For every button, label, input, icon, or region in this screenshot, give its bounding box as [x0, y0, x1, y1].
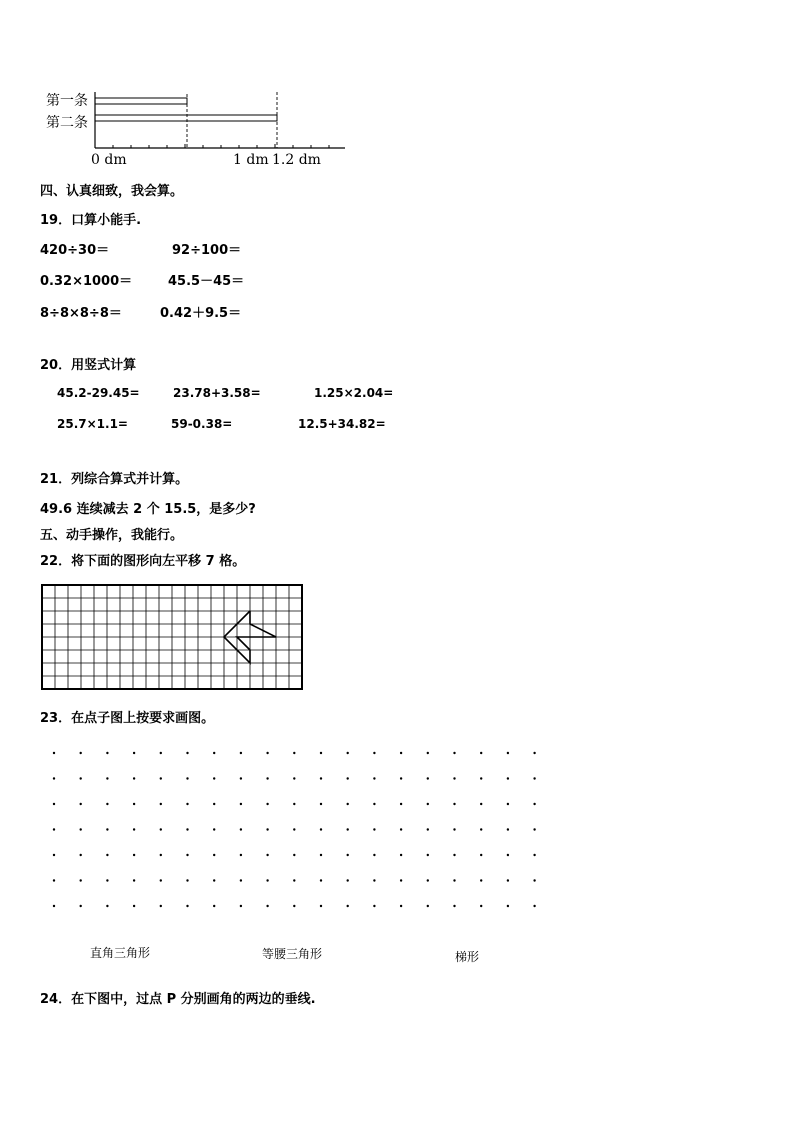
grid-dot — [80, 803, 82, 805]
grid-dot — [266, 854, 268, 856]
grid-dot — [53, 854, 55, 856]
ruler-tick-1: 1 dm — [233, 152, 269, 168]
grid-dot — [320, 828, 322, 830]
q20-title: 20．用竖式计算 — [40, 358, 137, 373]
q23-label-right-triangle: 直角三角形 — [90, 946, 151, 960]
grid-dot — [533, 854, 535, 856]
grid-dot — [293, 752, 295, 754]
grid-dot — [507, 854, 509, 856]
grid-dot — [240, 828, 242, 830]
q19-item-4: 45.5－45＝ — [168, 274, 245, 289]
section4-heading: 四、认真细致，我会算。 — [40, 184, 184, 199]
grid-dot — [53, 777, 55, 779]
grid-dot — [507, 905, 509, 907]
grid-dot — [293, 879, 295, 881]
grid-dot — [80, 905, 82, 907]
grid-dot — [533, 828, 535, 830]
grid-dot — [480, 803, 482, 805]
grid-dot — [453, 905, 455, 907]
grid-dot — [373, 854, 375, 856]
grid-dot — [186, 803, 188, 805]
grid-dot — [53, 803, 55, 805]
grid-dot — [507, 879, 509, 881]
grid-dot — [480, 752, 482, 754]
grid-dot — [80, 752, 82, 754]
section5-heading: 五、动手操作，我能行。 — [40, 528, 184, 543]
grid-dot — [507, 828, 509, 830]
grid-dot — [133, 777, 135, 779]
grid-dot — [240, 854, 242, 856]
grid-dot — [106, 879, 108, 881]
grid-dot — [106, 905, 108, 907]
grid-dot — [133, 879, 135, 881]
grid-dot — [480, 879, 482, 881]
grid-dot — [160, 803, 162, 805]
grid-dot — [427, 803, 429, 805]
grid-dot — [480, 905, 482, 907]
grid-dot — [53, 879, 55, 881]
grid-dot — [266, 752, 268, 754]
q20-item-3: 1.25×2.04= — [314, 386, 394, 400]
q20-item-2: 23.78+3.58= — [173, 386, 261, 400]
grid-dot — [240, 777, 242, 779]
q19-item-5: 8÷8×8÷8＝ — [40, 306, 122, 321]
grid-dot — [80, 879, 82, 881]
grid-dot — [427, 905, 429, 907]
grid-dot — [160, 752, 162, 754]
grid-dot — [80, 828, 82, 830]
q19-item-6: 0.42＋9.5＝ — [160, 306, 242, 321]
grid-dot — [266, 777, 268, 779]
grid-dot — [533, 803, 535, 805]
grid-dot — [186, 879, 188, 881]
grid-dot — [427, 777, 429, 779]
grid-dot — [453, 828, 455, 830]
grid-dot — [160, 777, 162, 779]
grid-dot — [213, 854, 215, 856]
grid-dot — [373, 752, 375, 754]
grid-dot — [106, 803, 108, 805]
q19-item-3: 0.32×1000＝ — [40, 274, 133, 289]
grid-dot — [373, 828, 375, 830]
grid-dot — [533, 752, 535, 754]
grid-dot — [400, 905, 402, 907]
grid-dot — [453, 803, 455, 805]
q19-item-1: 420÷30＝ — [40, 243, 110, 258]
grid-dot — [106, 854, 108, 856]
q23-title: 23．在点子图上按要求画图。 — [40, 711, 215, 726]
grid-dot — [53, 752, 55, 754]
grid-dot — [427, 828, 429, 830]
grid-dot — [186, 752, 188, 754]
grid-dot — [293, 777, 295, 779]
ruler-figure — [90, 88, 390, 158]
grid-dot — [400, 828, 402, 830]
q22-title: 22．将下面的图形向左平移 7 格。 — [40, 554, 246, 569]
grid-dot — [186, 854, 188, 856]
grid-dot — [400, 854, 402, 856]
grid-dot — [266, 905, 268, 907]
grid-dot — [507, 752, 509, 754]
grid-dot — [480, 854, 482, 856]
q24-title: 24．在下图中，过点 P 分别画角的两边的垂线. — [40, 992, 316, 1007]
grid-dot — [320, 752, 322, 754]
grid-dot — [373, 803, 375, 805]
grid-dot — [533, 777, 535, 779]
q23-label-isosceles-triangle: 等腰三角形 — [262, 947, 323, 961]
grid-dot — [186, 828, 188, 830]
grid-dot — [266, 879, 268, 881]
grid-dot — [347, 905, 349, 907]
grid-dot — [533, 879, 535, 881]
grid-dot — [400, 879, 402, 881]
ruler-tick-12: 1.2 dm — [272, 152, 321, 168]
grid-dot — [133, 803, 135, 805]
grid-dot — [213, 752, 215, 754]
grid-dot — [373, 905, 375, 907]
grid-dot — [400, 752, 402, 754]
q20-item-4: 25.7×1.1= — [57, 417, 128, 431]
grid-dot — [160, 854, 162, 856]
grid-dot — [160, 828, 162, 830]
grid-dot — [133, 752, 135, 754]
grid-dot — [186, 777, 188, 779]
grid-dot — [213, 905, 215, 907]
grid-dot — [133, 828, 135, 830]
q20-item-5: 59-0.38= — [171, 417, 233, 431]
grid-dot — [266, 803, 268, 805]
grid-dot — [240, 752, 242, 754]
grid-dot — [347, 803, 349, 805]
grid-dot — [213, 803, 215, 805]
grid-dot — [293, 905, 295, 907]
grid-dot — [133, 905, 135, 907]
grid-dot — [213, 879, 215, 881]
grid-dot — [400, 803, 402, 805]
grid-dot — [320, 803, 322, 805]
grid-dot — [266, 828, 268, 830]
grid-dot — [213, 777, 215, 779]
grid-dot — [293, 828, 295, 830]
ruler-row1-label: 第一条 — [46, 93, 88, 109]
grid-dot — [80, 777, 82, 779]
grid-dot — [106, 828, 108, 830]
ruler-tick-0: 0 dm — [91, 152, 127, 168]
grid-dot — [453, 879, 455, 881]
grid-dot — [293, 803, 295, 805]
ruler-row2-label: 第二条 — [46, 115, 88, 131]
grid-dot — [533, 905, 535, 907]
grid-dot — [373, 879, 375, 881]
q23-label-trapezoid: 梯形 — [455, 950, 480, 964]
grid-dot — [320, 854, 322, 856]
grid-dot — [347, 854, 349, 856]
grid-dot — [213, 828, 215, 830]
translation-grid — [40, 583, 308, 691]
q19-title: 19．口算小能手. — [40, 213, 142, 228]
grid-dot — [293, 854, 295, 856]
grid-dot — [240, 879, 242, 881]
grid-dot — [133, 854, 135, 856]
q19-item-2: 92÷100＝ — [172, 243, 242, 258]
grid-dot — [480, 777, 482, 779]
grid-dot — [320, 879, 322, 881]
grid-dot — [347, 777, 349, 779]
grid-dot — [80, 854, 82, 856]
grid-dot — [427, 879, 429, 881]
grid-dot — [453, 752, 455, 754]
grid-dot — [507, 777, 509, 779]
grid-dot — [106, 777, 108, 779]
grid-dot — [160, 879, 162, 881]
ruler-bar-1 — [95, 98, 187, 104]
dot-paper — [48, 745, 548, 915]
grid-dot — [373, 777, 375, 779]
grid-dot — [160, 905, 162, 907]
grid-dot — [400, 777, 402, 779]
grid-dot — [106, 752, 108, 754]
grid-dot — [347, 828, 349, 830]
grid-dot — [347, 879, 349, 881]
grid-dot — [53, 828, 55, 830]
grid-dot — [347, 752, 349, 754]
q21-text: 49.6 连续减去 2 个 15.5，是多少? — [40, 502, 256, 517]
grid-dot — [507, 803, 509, 805]
q20-item-6: 12.5+34.82= — [298, 417, 386, 431]
grid-dot — [453, 777, 455, 779]
q21-title: 21．列综合算式并计算。 — [40, 472, 189, 487]
grid-dot — [240, 905, 242, 907]
grid-dot — [427, 854, 429, 856]
q20-item-1: 45.2-29.45= — [57, 386, 140, 400]
ruler-bar-2 — [95, 115, 277, 121]
grid-dot — [53, 905, 55, 907]
grid-dot — [320, 905, 322, 907]
grid-dot — [240, 803, 242, 805]
grid-dot — [427, 752, 429, 754]
grid-dot — [480, 828, 482, 830]
grid-dot — [320, 777, 322, 779]
grid-dot — [186, 905, 188, 907]
grid-dot — [453, 854, 455, 856]
